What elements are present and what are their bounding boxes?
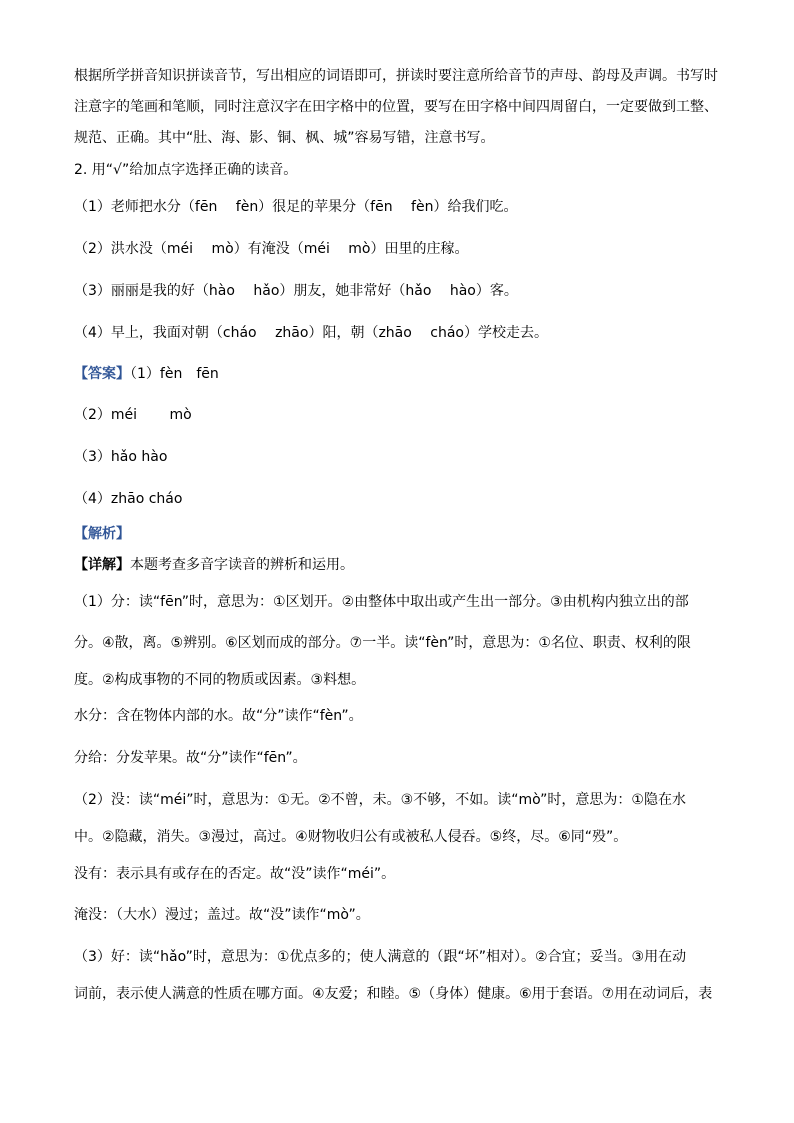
analysis-line-11: 词前，表示使人满意的性质在哪方面。④友爱；和睦。⑤（身体）健康。⑥用于套语。⑦用在动词后，表 [74, 986, 713, 1002]
question-item-1: （1）老师把水分（fēn fèn）很足的苹果分（fēn fèn）给我们吃。 [74, 199, 518, 215]
analysis-line-1: （1）分：读“fēn”时，意思为：①区划开。②由整体中取出或产生出一部分。③由机构内独立出的部 [74, 594, 689, 610]
answer-line-1 [74, 364, 734, 384]
analysis-line-4: 水分：含在物体内部的水。故“分”读作“fèn”。 [74, 708, 363, 724]
answer-3: （3）hǎo hào [74, 449, 168, 465]
analysis-line-9: 淹没：（大水）漫过；盖过。故“没”读作“mò”。 [74, 907, 370, 923]
analysis-line-6: （2）没：读“méi”时，意思为：①无。②不曾，未。③不够，不如。读“mò”时，意思为：①隐在水 [74, 792, 686, 808]
intro-line-1: 根据所学拼音知识拼读音节，写出相应的词语即可，拼读时要注意所给音节的声母、韵母及声调。书写时 [74, 68, 718, 84]
analysis-line-7: 中。②隐藏，消失。③漫过，高过。④财物收归公有或被私人侵吞。⑤终，尽。⑥同“殁”。 [74, 829, 628, 845]
analysis-line-10: （3）好：读“hǎo”时，意思为：①优点多的；使人满意的（跟“坏”相对）。②合宜；妥当。③用在动 [74, 949, 687, 965]
intro-line-3: 规范、正确。其中“肚、海、影、铜、枫、城”容易写错，注意书写。 [74, 130, 495, 146]
detail-line [74, 555, 734, 575]
question-item-2: （2）洪水没（méi mò）有淹没（méi mò）田里的庄稼。 [74, 241, 469, 257]
analysis-line-2: 分。④散，离。⑤辨别。⑥区划而成的部分。⑦一半。读“fèn”时，意思为：①名位、职责、权利的限 [74, 635, 691, 651]
intro-line-2: 注意字的笔画和笔顺，同时注意汉字在田字格中的位置，要写在田字格中间四周留白，一定要做到工整、 [74, 99, 718, 115]
question-item-4: （4）早上，我面对朝（cháo zhāo）阳，朝（zhāo cháo）学校走去。 [74, 325, 548, 341]
analysis-line-3: 度。②构成事物的不同的物质或因素。③料想。 [74, 672, 366, 688]
question-title: 2. 用“√”给加点字选择正确的读音。 [74, 162, 298, 178]
answer-1: （1）fèn fēn [130, 366, 219, 382]
question-item-3: （3）丽丽是我的好（hào hǎo）朋友，她非常好（hǎo hào）客。 [74, 283, 518, 299]
answer-4: （4）zhāo cháo [74, 491, 183, 507]
answer-2: （2）méi mò [74, 407, 192, 423]
analysis-line-8: 没有：表示具有或存在的否定。故“没”读作“méi”。 [74, 866, 396, 882]
detail-intro: 本题考查多音字读音的辨析和运用。 [130, 557, 354, 573]
analysis-line-5: 分给：分发苹果。故“分”读作“fēn”。 [74, 750, 307, 766]
detail-label: 【详解】 [74, 557, 130, 573]
analysis-label: 【解析】 [74, 526, 130, 542]
answer-label: 【答案】 [74, 366, 130, 382]
